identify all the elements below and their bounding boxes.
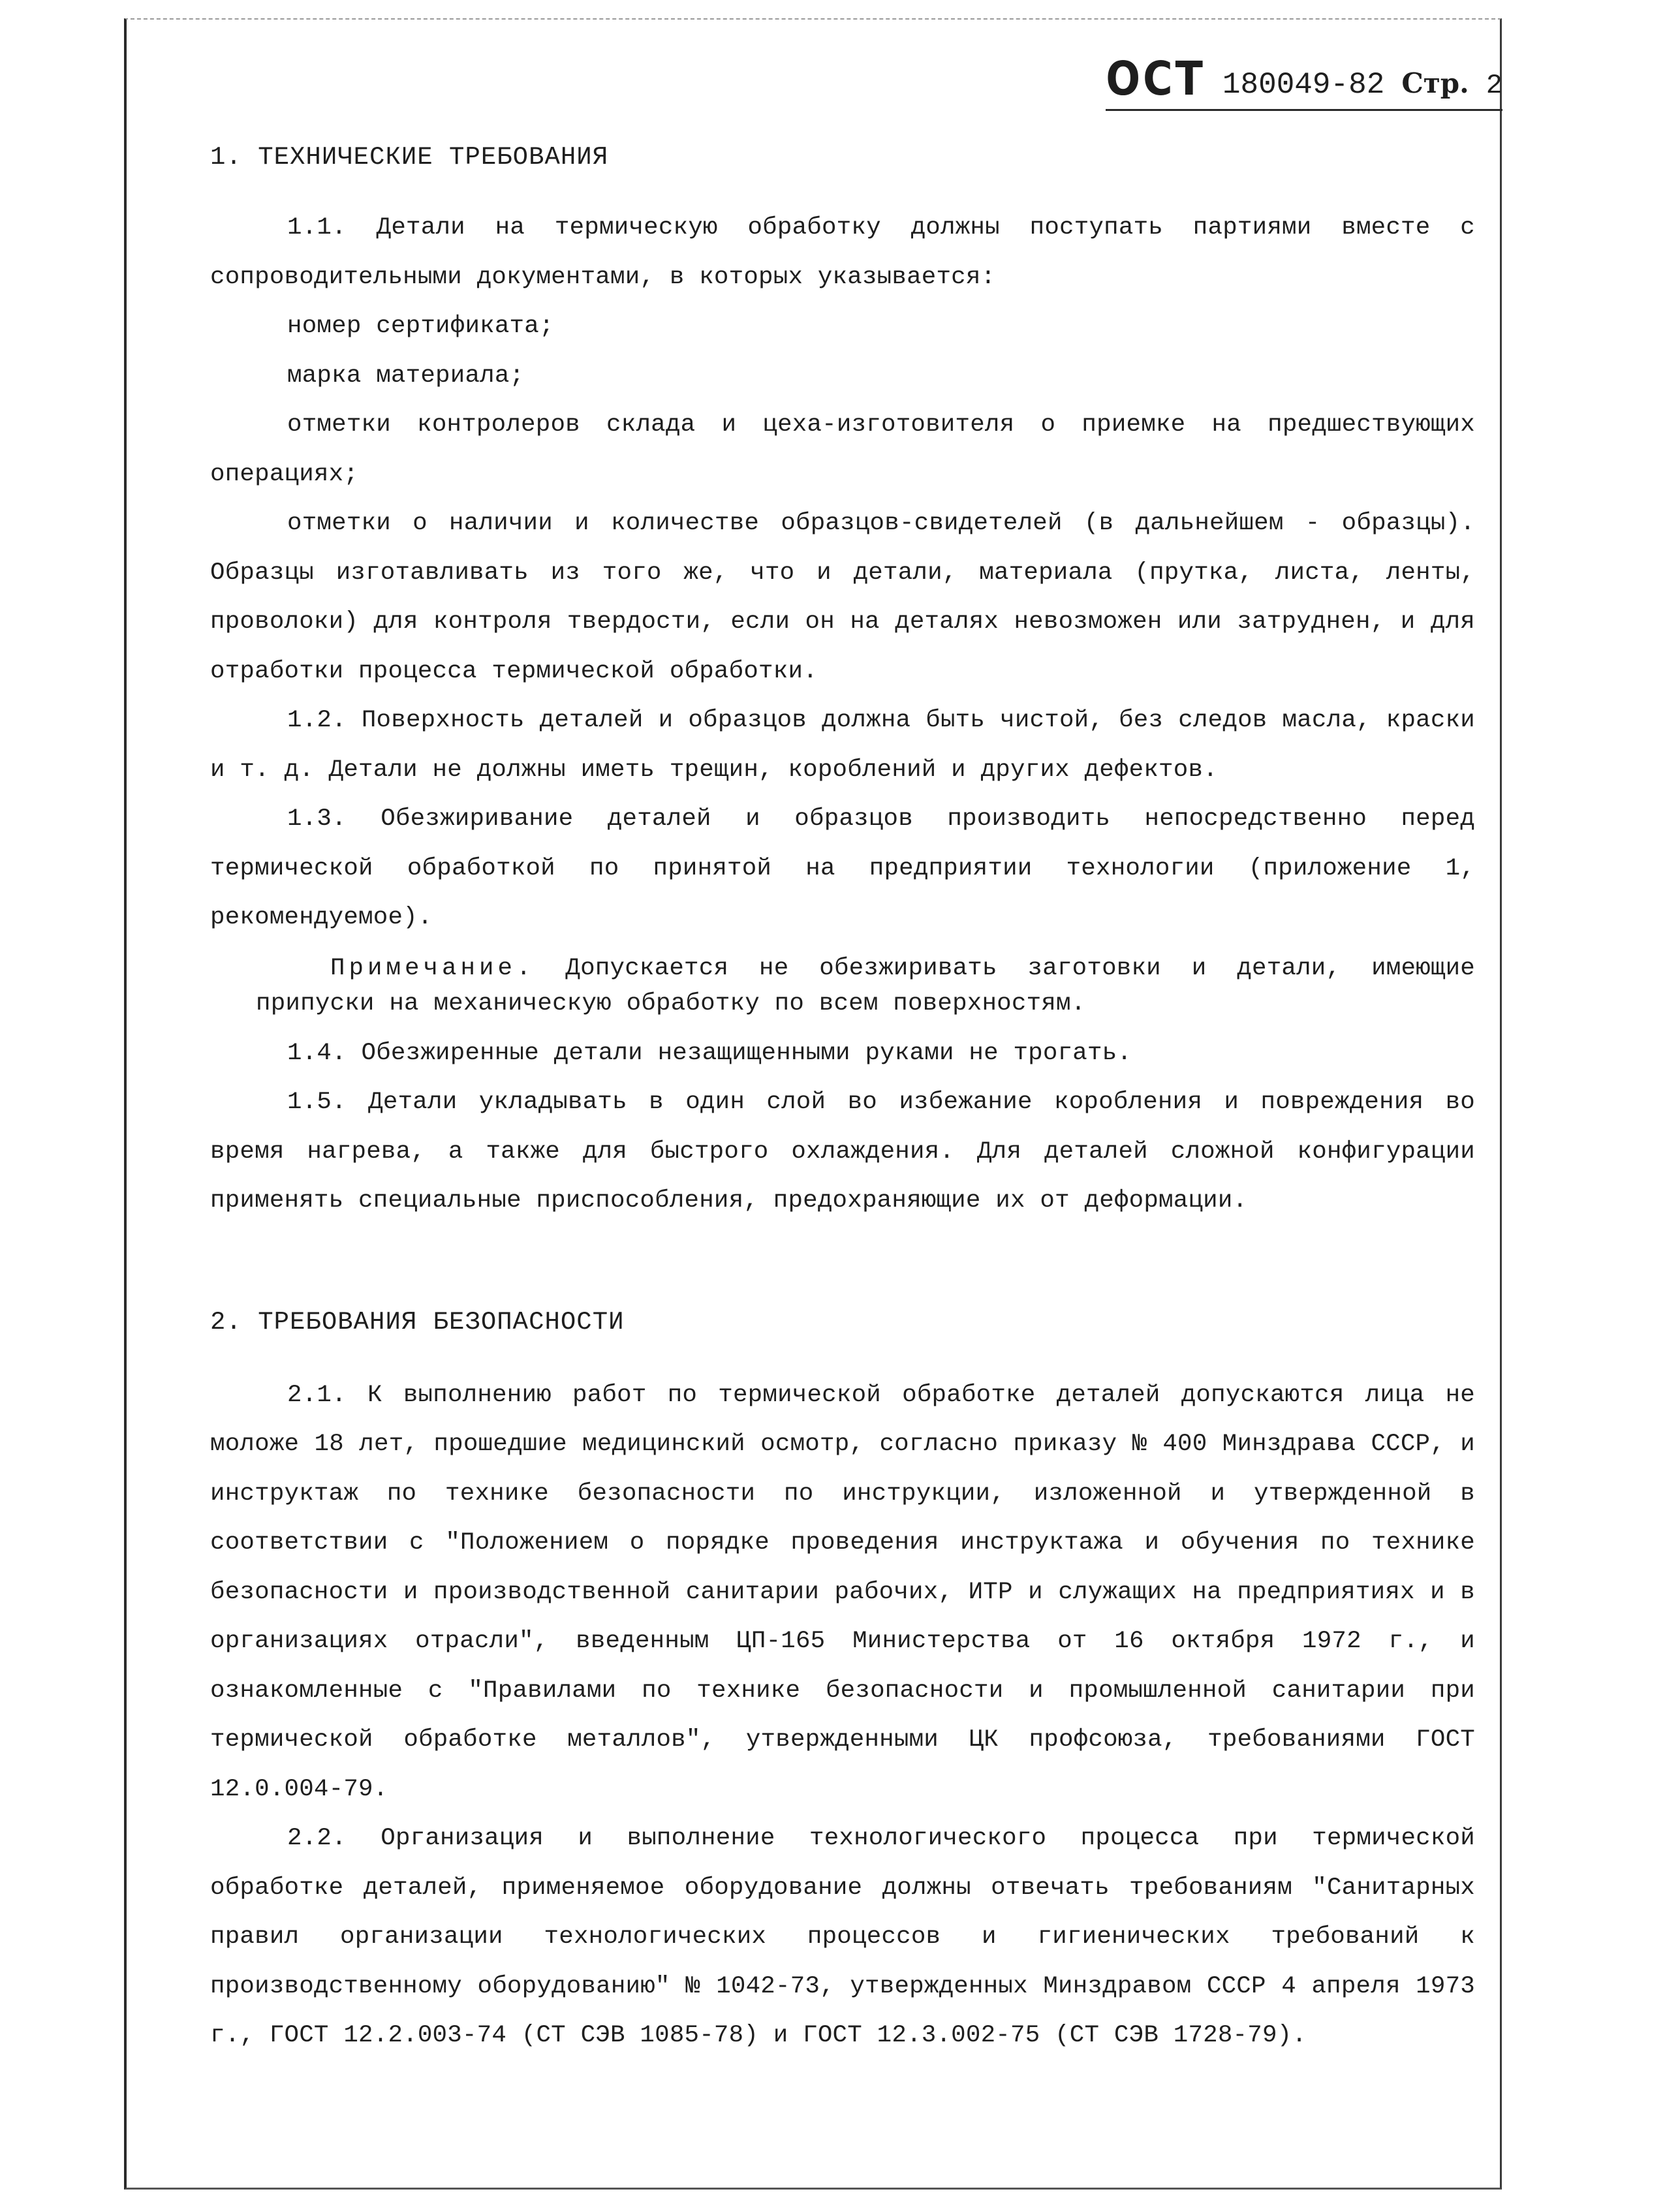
page-number: 2 <box>1486 70 1502 101</box>
document-header <box>1106 51 1502 111</box>
page-label: Стр. <box>1401 67 1469 99</box>
clause-1-5: 1.5. Детали укладывать в один слой во избежание коробления и повреждения во время нагрева, а также для быстрого охлаждения. Для деталей сложной конфигурации применять специальные приспособления, предохраняющие их от деформации. <box>210 1089 1475 1215</box>
section-1-title: 1. ТЕХНИЧЕСКИЕ ТРЕБОВАНИЯ <box>210 143 609 172</box>
list-item-material-grade: марка материала; <box>287 362 525 390</box>
clause-2-2: 2.2. Организация и выполнение технологического процесса при термической обработке деталей, применяемое оборудование должны отвечать требованиям "Санитарных правил организации технологических процессов и гигиенических требований к производственному оборудованию" № 1042-73, утвержденных Минздравом СССР 4 апреля 1973 г., ГОСТ 12.2.003-74 (СТ СЭВ 1085-78) и ГОСТ 12.3.002-75 (СТ СЭВ 1728-79). <box>210 1825 1475 2049</box>
note-label: Примечание. <box>330 954 535 982</box>
clause-1-1: 1.1. Детали на термическую обработку должны поступать партиями вместе с сопроводительными документами, в которых указывается: <box>210 214 1475 291</box>
document-body <box>210 134 1475 2061</box>
document-number: 180049-82 <box>1222 68 1385 102</box>
clause-1-2: 1.2. Поверхность деталей и образцов должна быть чистой, без следов масла, краски и т. д. Детали не должны иметь трещин, короблений и других дефектов. <box>210 707 1475 784</box>
clause-2-1: 2.1. К выполнению работ по термической обработке деталей допускаются лица не моложе 18 лет, прошедшие медицинский осмотр, согласно приказу № 400 Минздрава СССР, и инструктаж по технике безопасности по инструкции, изложенной и утвержденной в соответствии с "Положением о порядке проведения инструктажа и обучения по технике безопасности и производственной санитарии рабочих, ИТР и служащих на предприятиях и в организациях отрасли", введенным ЦП-165 Министерства от 16 октября 1972 г., и ознакомленные с "Правилами по технике безопасности и промышленной санитарии при термической обработке металлов", утвержденными ЦК профсоюза, требованиями ГОСТ 12.0.004-79. <box>210 1381 1475 1803</box>
list-item-inspector-marks: отметки контролеров склада и цеха-изготовителя о приемке на предшествующих операциях; <box>210 411 1475 488</box>
standard-mark: ОСТ <box>1106 51 1206 106</box>
note <box>256 951 1475 1021</box>
section-2-title: 2. ТРЕБОВАНИЯ БЕЗОПАСНОСТИ <box>210 1307 625 1337</box>
section-spacer <box>210 1226 1475 1299</box>
list-item-samples: отметки о наличии и количестве образцов-свидетелей (в дальнейшем - образцы). Образцы изготавливать из того же, что и детали, материала (прутка, листа, ленты, проволоки) для контроля твердости, если он на деталях невозможен или затруднен, и для отработки процесса термической обработки. <box>210 510 1475 685</box>
clause-1-3: 1.3. Обезжиривание деталей и образцов производить непосредственно перед термической обработкой по принятой на предприятии технологии (приложение 1, рекомендуемое). <box>210 805 1475 931</box>
list-item-certificate: номер сертификата; <box>287 313 554 340</box>
note-text: Допускается не обезжиривать заготовки и детали, имеющие припуски на механическую обработку по всем поверхностям. <box>256 954 1475 1017</box>
clause-1-4: 1.4. Обезжиренные детали незащищенными руками не трогать. <box>287 1039 1132 1067</box>
